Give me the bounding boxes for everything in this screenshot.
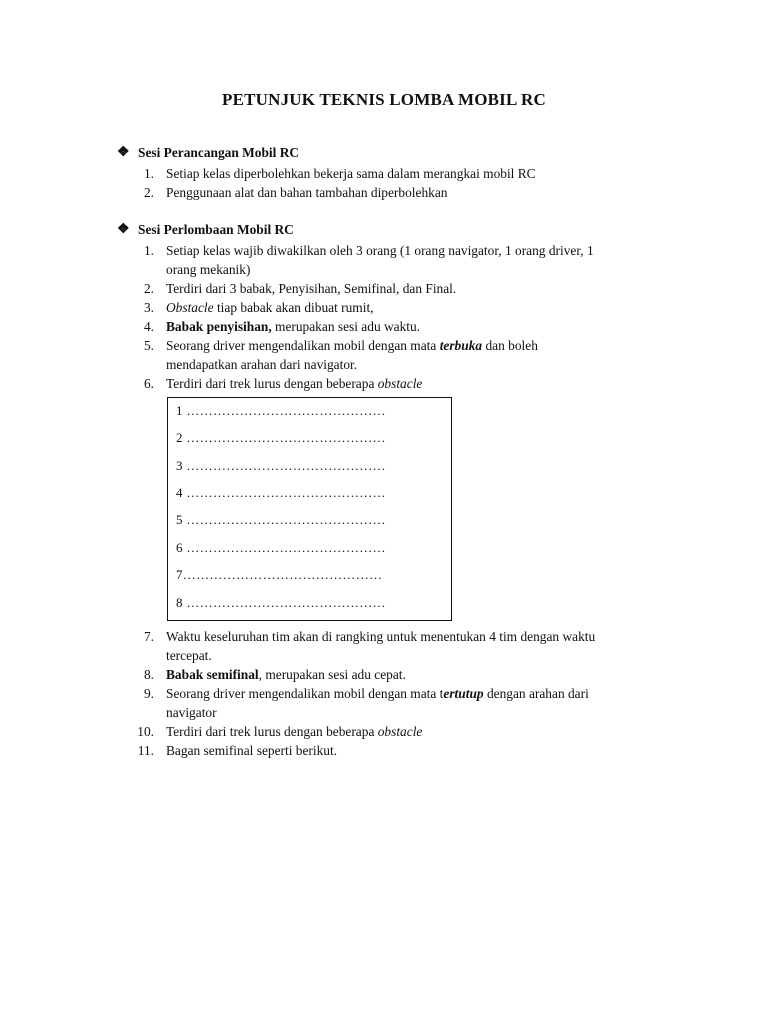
list-text-italic: Obstacle xyxy=(166,300,214,315)
list-item xyxy=(117,722,661,741)
list-number: 5. xyxy=(143,338,154,353)
list-text-italic: obstacle xyxy=(377,724,423,739)
section-heading-text: Sesi Perancangan Mobil RC xyxy=(138,145,300,160)
list-number: 2. xyxy=(143,281,154,296)
list-text: Terdiri dari trek lurus dengan beberapa xyxy=(166,724,378,739)
list-number: 11. xyxy=(137,743,154,758)
list-text-italic: obstacle xyxy=(377,376,423,391)
section-perlombaan xyxy=(117,222,677,393)
list-item xyxy=(117,183,661,202)
list-number: 10. xyxy=(137,724,154,739)
list-item xyxy=(117,374,661,393)
diamond-bullet-icon: ❖ xyxy=(117,222,130,237)
section-perlombaan-continued xyxy=(117,627,677,760)
list-text-bold: Babak penyisihan, xyxy=(166,319,272,334)
list-item xyxy=(117,627,661,665)
obstacle-row: 7……………………………………… xyxy=(176,567,383,582)
list-text: dengan arahan dari xyxy=(483,686,589,701)
diamond-bullet-icon: ❖ xyxy=(117,145,130,160)
list-text: Terdiri dari 3 babak, Penyisihan, Semifinal, dan Final. xyxy=(166,281,457,296)
obstacle-row: 5 ……………………………………… xyxy=(176,512,386,527)
obstacle-row: 4 ……………………………………… xyxy=(176,485,386,500)
list-item xyxy=(117,279,661,298)
document-title: PETUNJUK TEKNIS LOMBA MOBIL RC xyxy=(221,90,547,109)
list-text-bold-italic: terbuka xyxy=(439,338,483,353)
list-item xyxy=(117,164,661,183)
list-number: 9. xyxy=(143,686,154,701)
list-item xyxy=(117,298,661,317)
obstacle-row: 1 ……………………………………… xyxy=(176,403,386,418)
obstacle-row: 2 ……………………………………… xyxy=(176,430,386,445)
list-text: tercepat. xyxy=(166,648,212,663)
obstacle-row: 8 ……………………………………… xyxy=(176,595,386,610)
obstacle-row: 6 ……………………………………… xyxy=(176,540,386,555)
list-number: 2. xyxy=(143,185,154,200)
list-number: 8. xyxy=(143,667,154,682)
list-number: 7. xyxy=(143,629,154,644)
list-number: 1. xyxy=(143,166,154,181)
list-text: Setiap kelas wajib diwakilkan oleh 3 orang (1 orang navigator, 1 orang driver, 1 xyxy=(166,243,594,258)
list-item xyxy=(117,665,661,684)
list-text: , merupakan sesi adu cepat. xyxy=(258,667,406,682)
section-heading xyxy=(117,145,677,164)
list-item xyxy=(117,684,661,722)
list-number: 1. xyxy=(143,243,154,258)
obstacle-list-box xyxy=(167,397,452,621)
list-number: 4. xyxy=(143,319,154,334)
section-heading xyxy=(117,222,677,241)
list-item xyxy=(117,336,661,374)
list-text-bold: Babak semifinal xyxy=(166,667,259,682)
list-text: orang mekanik) xyxy=(166,262,251,277)
list-text: Bagan semifinal seperti berikut. xyxy=(166,743,338,758)
list-text-bold-italic: ertutup xyxy=(443,686,484,701)
list-text: navigator xyxy=(166,705,217,720)
list-number: 3. xyxy=(143,300,154,315)
list-text: tiap babak akan dibuat rumit, xyxy=(213,300,374,315)
list-item xyxy=(117,241,661,279)
list-item xyxy=(117,317,661,336)
list-item xyxy=(117,741,661,760)
section-perancangan xyxy=(117,145,677,202)
list-text: merupakan sesi adu waktu. xyxy=(271,319,421,334)
list-text: dan boleh xyxy=(482,338,538,353)
list-text: Seorang driver mengendalikan mobil dengan mata t xyxy=(166,686,444,701)
list-text: Seorang driver mengendalikan mobil dengan mata xyxy=(166,338,440,353)
list-text: mendapatkan arahan dari navigator. xyxy=(166,357,358,372)
section-heading-text: Sesi Perlombaan Mobil RC xyxy=(138,222,294,237)
list-text: Penggunaan alat dan bahan tambahan diperbolehkan xyxy=(166,185,448,200)
obstacle-row: 3 ……………………………………… xyxy=(176,458,386,473)
list-text: Terdiri dari trek lurus dengan beberapa xyxy=(166,376,378,391)
list-number: 6. xyxy=(143,376,154,391)
list-text: Setiap kelas diperbolehkan bekerja sama dalam merangkai mobil RC xyxy=(166,166,536,181)
list-text: Waktu keseluruhan tim akan di rangking untuk menentukan 4 tim dengan waktu xyxy=(166,629,596,644)
